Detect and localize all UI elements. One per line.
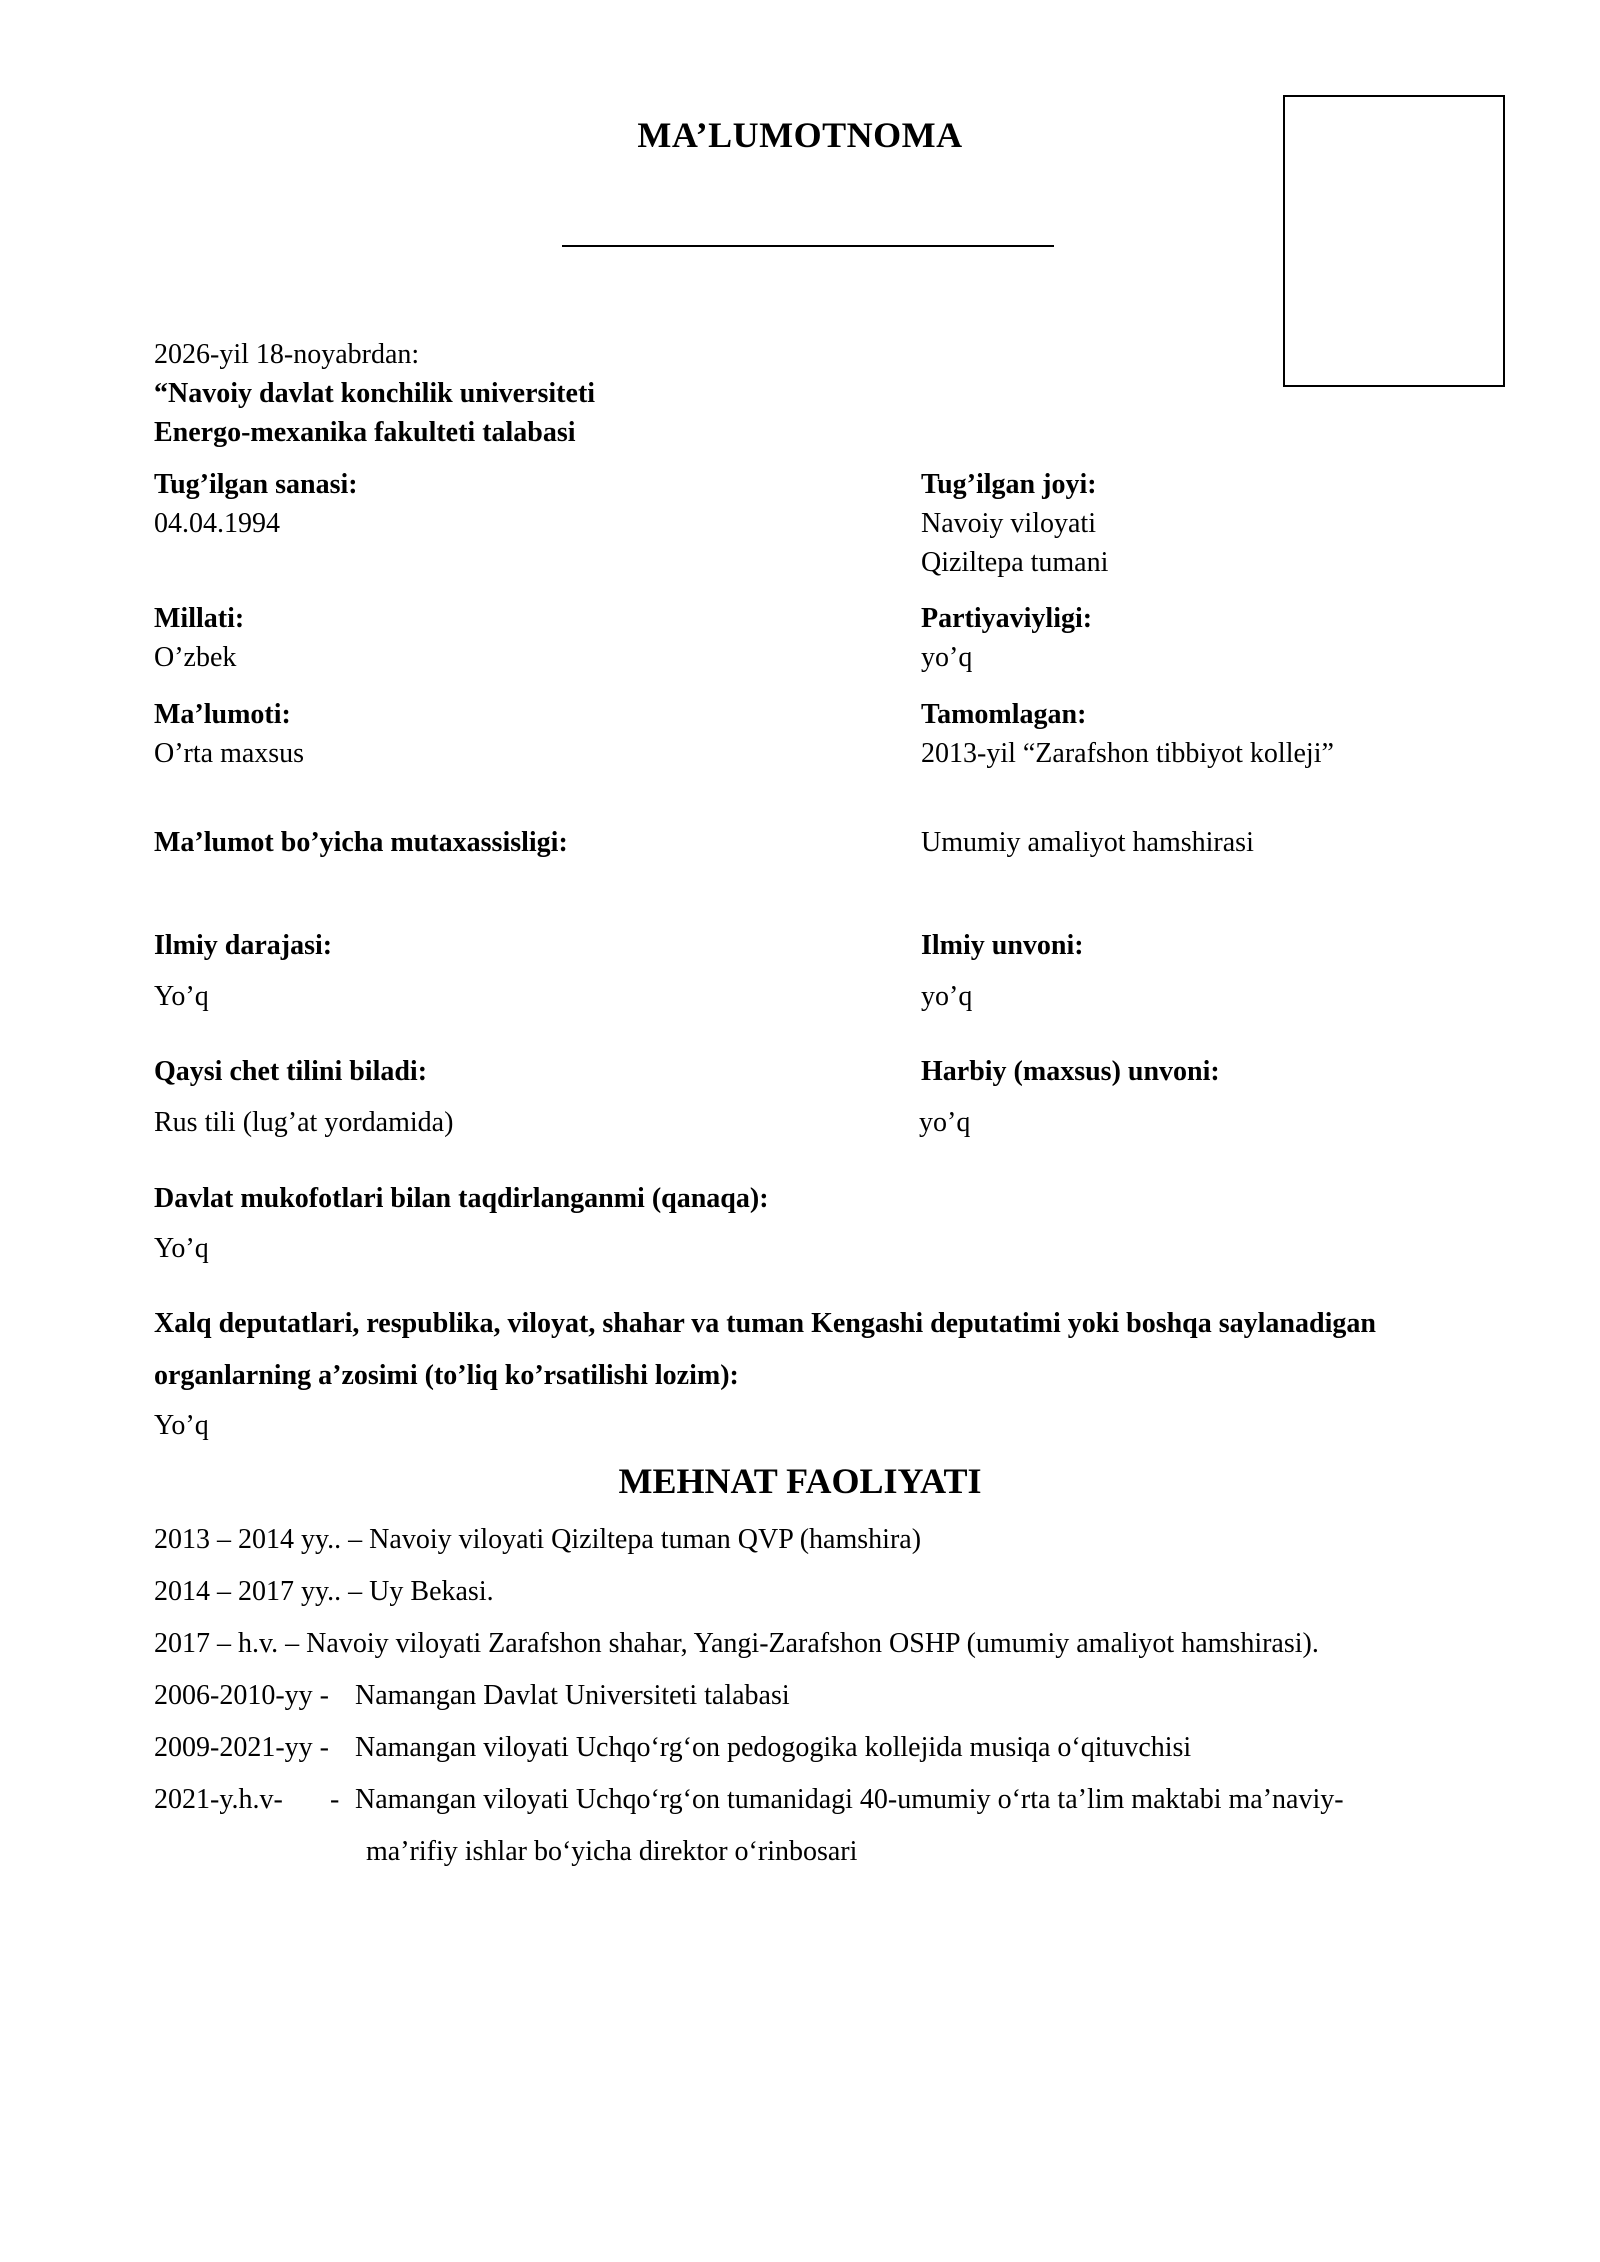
birth-date-label: Tug’ilgan sanasi: [154,469,358,500]
work-entry: 2014 – 2017 yy.. – Uy Bekasi. [154,1576,494,1607]
awards-value: Yo’q [154,1233,209,1264]
specialty-label: Ma’lumot bo’yicha mutaxassisligi: [154,827,568,858]
work-entry: 2017 – h.v. – Navoiy viloyati Zarafshon shahar, Yangi-Zarafshon OSHP (umumiy amaliyot hamshirasi). [154,1628,1319,1659]
languages-value: Rus tili (lug’at yordamida) [154,1107,454,1138]
deputy-label-line-1: Xalq deputatlari, respublika, viloyat, shahar va tuman Kengashi deputatimi yoki boshqa saylanadigan [154,1308,1376,1339]
position-line-1: “Navoiy davlat konchilik universiteti [154,378,596,409]
awards-label: Davlat mukofotlari bilan taqdirlanganmi (qanaqa): [154,1183,769,1214]
birth-place-value-2: Qiziltepa tumani [921,547,1109,578]
degree-value: Yo’q [154,981,209,1012]
birth-date-value: 04.04.1994 [154,508,280,539]
academic-title-value: yo’q [921,981,973,1012]
work-entry-desc-continued: ma’rifiy ishlar bo‘yicha direktor o‘rinbosari [366,1836,858,1867]
languages-label: Qaysi chet tilini biladi: [154,1056,428,1087]
military-rank-value: yo’q [919,1107,971,1138]
work-entry-desc: Namangan Davlat Universiteti talabasi [355,1680,790,1711]
work-entry-date: 2021-y.h.v- [154,1784,283,1815]
document-title: MA’LUMOTNOMA [637,115,963,155]
military-rank-label: Harbiy (maxsus) unvoni: [921,1056,1220,1087]
education-label: Ma’lumoti: [154,699,291,730]
party-value: yo’q [921,642,973,673]
academic-title-label: Ilmiy unvoni: [921,930,1084,961]
specialty-value: Umumiy amaliyot hamshirasi [921,827,1254,858]
graduated-value: 2013-yil “Zarafshon tibbiyot kolleji” [921,738,1334,769]
nationality-value: O’zbek [154,642,237,673]
birth-place-label: Tug’ilgan joyi: [921,469,1097,500]
work-entry-dash: - [330,1784,340,1815]
education-value: O’rta maxsus [154,738,305,769]
birth-place-value-1: Navoiy viloyati [921,508,1096,539]
work-entry-date: 2009-2021-yy - [154,1732,329,1763]
photo-placeholder [1283,95,1505,387]
graduated-label: Tamomlagan: [921,699,1087,730]
name-underline [562,245,1054,247]
position-line-2: Energo-mexanika fakulteti talabasi [154,417,576,448]
degree-label: Ilmiy darajasi: [154,930,333,961]
work-entry-desc: Namangan viloyati Uchqo‘rg‘on pedogogika kollejida musiqa o‘qituvchisi [355,1732,1192,1763]
since-date: 2026-yil 18-noyabrdan: [154,339,420,370]
deputy-label-line-2: organlarning a’zosimi (to’liq ko’rsatilishi lozim): [154,1360,739,1391]
nationality-label: Millati: [154,603,245,634]
work-section-title: MEHNAT FAOLIYATI [618,1461,982,1501]
party-label: Partiyaviyligi: [921,603,1093,634]
deputy-value: Yo’q [154,1410,209,1441]
work-entry-desc: Namangan viloyati Uchqo‘rg‘on tumanidagi 40-umumiy o‘rta ta’lim maktabi ma’naviy- [355,1784,1344,1815]
work-entry-date: 2006-2010-yy - [154,1680,329,1711]
work-entry: 2013 – 2014 yy.. – Navoiy viloyati Qiziltepa tuman QVP (hamshira) [154,1524,922,1555]
